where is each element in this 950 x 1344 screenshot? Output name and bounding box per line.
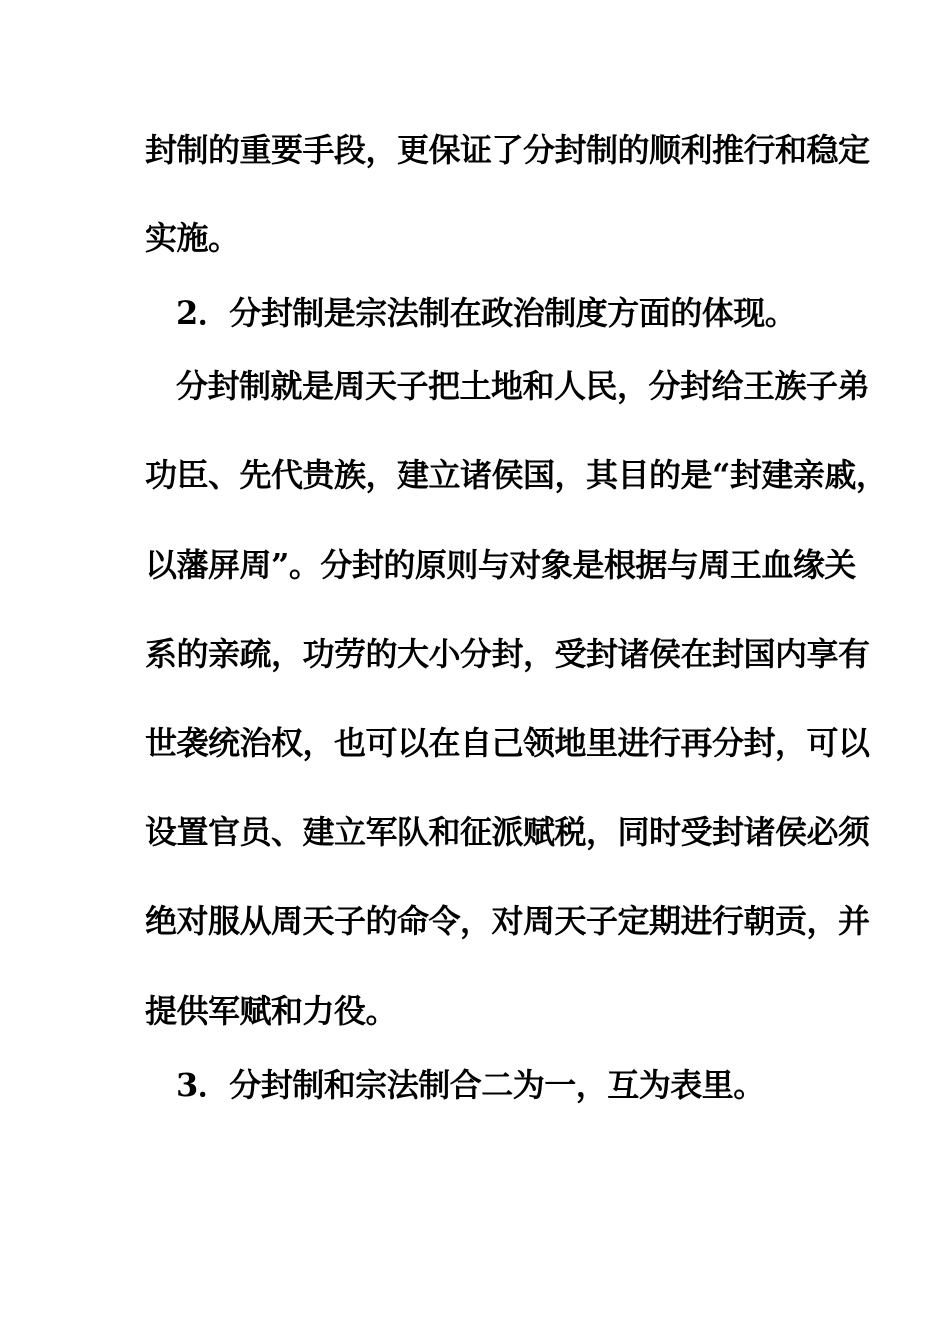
text-line: 设置官员、建立军队和征派赋税，同时受封诸侯必须 (145, 813, 870, 851)
text-line: 世袭统治权，也可以在自己领地里进行再分封，可以 (145, 724, 870, 762)
text-line: 以藩屏周”。分封的原则与对象是根据与周王血缘关 (145, 546, 856, 584)
text-line: 功臣、先代贵族，建立诸侯国，其目的是“封建亲戚， (145, 456, 888, 494)
text-line: 提供军赋和力役。 (145, 992, 398, 1030)
section-heading: 2．分封制是宗法制在政治制度方面的体现。 (176, 294, 797, 332)
text-line: 系的亲疏，功劳的大小分封，受封诸侯在封国内享有 (145, 635, 870, 673)
text-line: 实施。 (145, 219, 240, 257)
paragraph-first-line: 分封制就是周天子把土地和人民，分封给王族子弟 (176, 367, 870, 405)
text-line: 封制的重要手段，更保证了分封制的顺利推行和稳定 (145, 131, 870, 169)
section-heading: 3．分封制和宗法制合二为一，互为表里。 (176, 1066, 765, 1104)
text-line: 绝对服从周天子的命令，对周天子定期进行朝贡，并 (145, 902, 870, 940)
